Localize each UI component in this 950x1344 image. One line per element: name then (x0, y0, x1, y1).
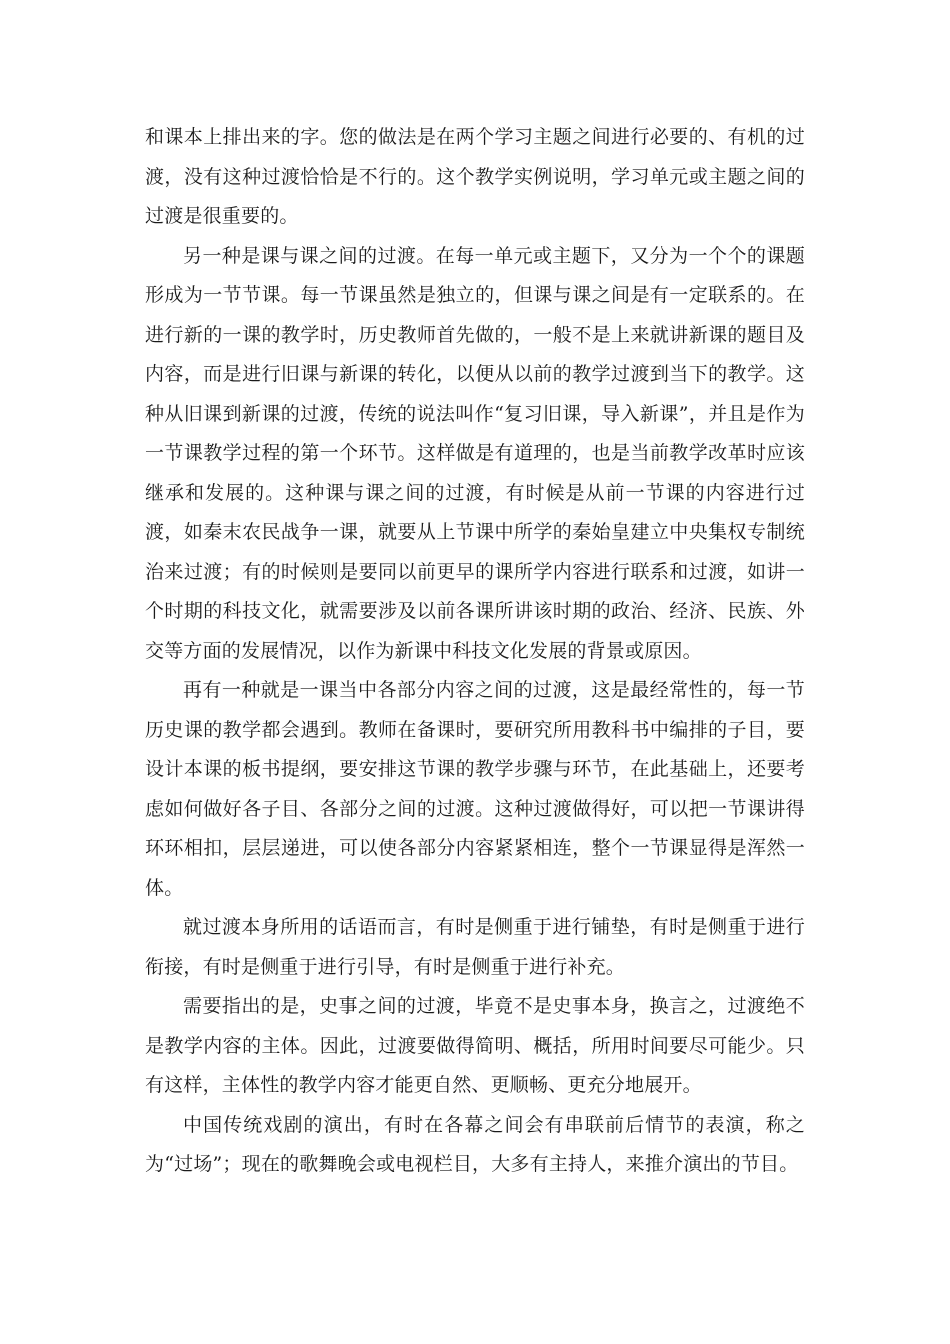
paragraph-transition-language: 就过渡本身所用的话语而言，有时是侧重于进行铺垫，有时是侧重于进行衔接，有时是侧重于进行引导，有时是侧重于进行补充。 (145, 916, 805, 978)
paragraph-drama-analogy: 中国传统戏剧的演出，有时在各幕之间会有串联前后情节的表演，称之为“过场”；现在的歌舞晚会或电视栏目，大多有主持人，来推介演出的节目。 (145, 1113, 805, 1175)
paragraph-lesson-transition: 另一种是课与课之间的过渡。在每一单元或主题下，又分为一个个的课题形成为一节节课。每一节课虽然是独立的，但课与课之间是有一定联系的。在进行新的一课的教学时，历史教师首先做的，一般不是上来就讲新课的题目及内容，而是进行旧课与新课的转化，以便从以前的教学过渡到当下的教学。这种从旧课到新课的过渡，传统的说法叫作“复习旧课，导入新课”，并且是作为一节课教学过程的第一个环节。这样做是有道理的，也是当前教学改革时应该继承和发展的。这种课与课之间的过渡，有时候是从前一节课的内容进行过渡，如秦末农民战争一课，就要从上节课中所学的秦始皇建立中央集权专制统治来过渡；有的时候则是要同以前更早的课所学内容进行联系和过渡，如讲一个时期的科技文化，就需要涉及以前各课所讲该时期的政治、经济、民族、外交等方面的发展情况，以作为新课中科技文化发展的背景或原因。 (145, 244, 805, 662)
paragraph-section-transition: 再有一种就是一课当中各部分内容之间的过渡，这是最经常性的，每一节历史课的教学都会遇到。教师在备课时，要研究所用教科书中编排的子目，要设计本课的板书提纲，要安排这节课的教学步骤与环节，在此基础上，还要考虑如何做好各子目、各部分之间的过渡。这种过渡做得好，可以把一节课讲得环环相扣，层层递进，可以使各部分内容紧紧相连，整个一节课显得是浑然一体。 (145, 679, 805, 899)
document-body (145, 118, 805, 1185)
paragraph-transition-brevity: 需要指出的是，史事之间的过渡，毕竟不是史事本身，换言之，过渡绝不是教学内容的主体。因此，过渡要做得简明、概括，所用时间要尽可能少。只有这样，主体性的教学内容才能更自然、更顺畅、更充分地展开。 (145, 995, 805, 1096)
paragraph-continuation: 和课本上排出来的字。您的做法是在两个学习主题之间进行必要的、有机的过渡，没有这种过渡恰恰是不行的。这个教学实例说明，学习单元或主题之间的过渡是很重要的。 (145, 126, 805, 227)
